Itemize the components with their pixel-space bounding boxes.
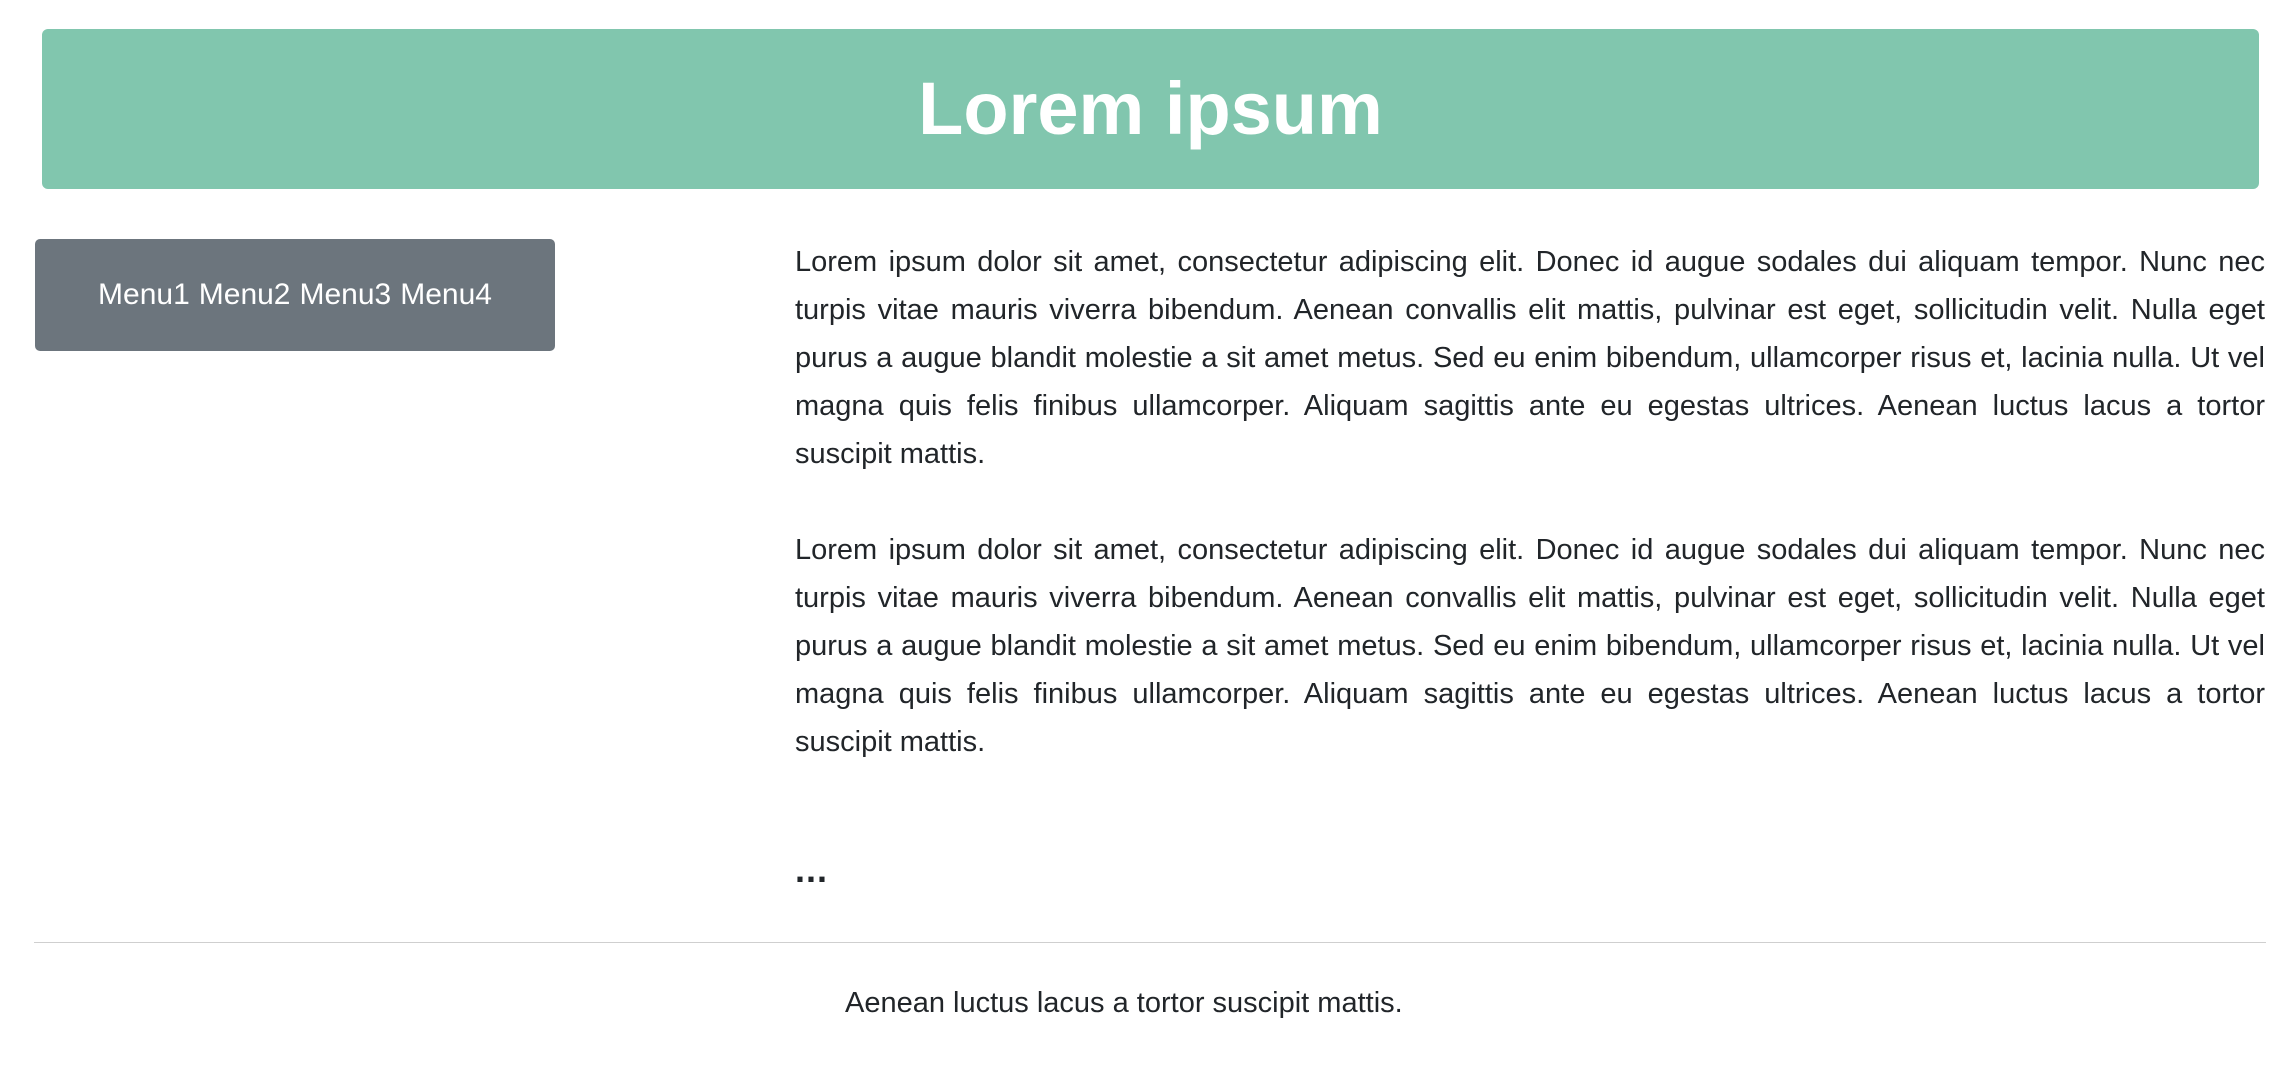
menu-button[interactable] <box>35 239 555 351</box>
menu-item-4[interactable]: Menu4 <box>400 278 492 311</box>
main-content <box>795 238 2265 814</box>
more-ellipsis: ... <box>795 849 829 890</box>
page-title: Lorem ipsum <box>918 67 1383 150</box>
menu-item-1[interactable]: Menu1 <box>98 278 190 311</box>
content-paragraph-2: Lorem ipsum dolor sit amet, consectetur adipiscing elit. Donec id augue sodales dui aliquam tempor. Nunc nec turpis vitae mauris viverra bibendum. Aenean convallis elit mattis, pulvinar est eget, sollicitudin velit. Nulla eget purus a augue blandit molestie a sit amet metus. Sed eu enim bibendum, ullamcorper risus et, lacinia nulla. Ut vel magna quis felis finibus ullamcorper. Aliquam sagittis ante eu egestas ultrices. Aenean luctus lacus a tortor suscipit mattis. <box>795 534 2265 758</box>
footer-divider <box>34 942 2266 943</box>
content-paragraph-1: Lorem ipsum dolor sit amet, consectetur adipiscing elit. Donec id augue sodales dui aliquam tempor. Nunc nec turpis vitae mauris viverra bibendum. Aenean convallis elit mattis, pulvinar est eget, sollicitudin velit. Nulla eget purus a augue blandit molestie a sit amet metus. Sed eu enim bibendum, ullamcorper risus et, lacinia nulla. Ut vel magna quis felis finibus ullamcorper. Aliquam sagittis ante eu egestas ultrices. Aenean luctus lacus a tortor suscipit mattis. <box>795 246 2265 470</box>
menu-item-2[interactable]: Menu2 <box>198 278 291 311</box>
menu-item-3[interactable]: Menu3 <box>299 278 392 311</box>
page-header <box>42 29 2259 189</box>
footer-text: Aenean luctus lacus a tortor suscipit mattis. <box>845 987 1403 1019</box>
